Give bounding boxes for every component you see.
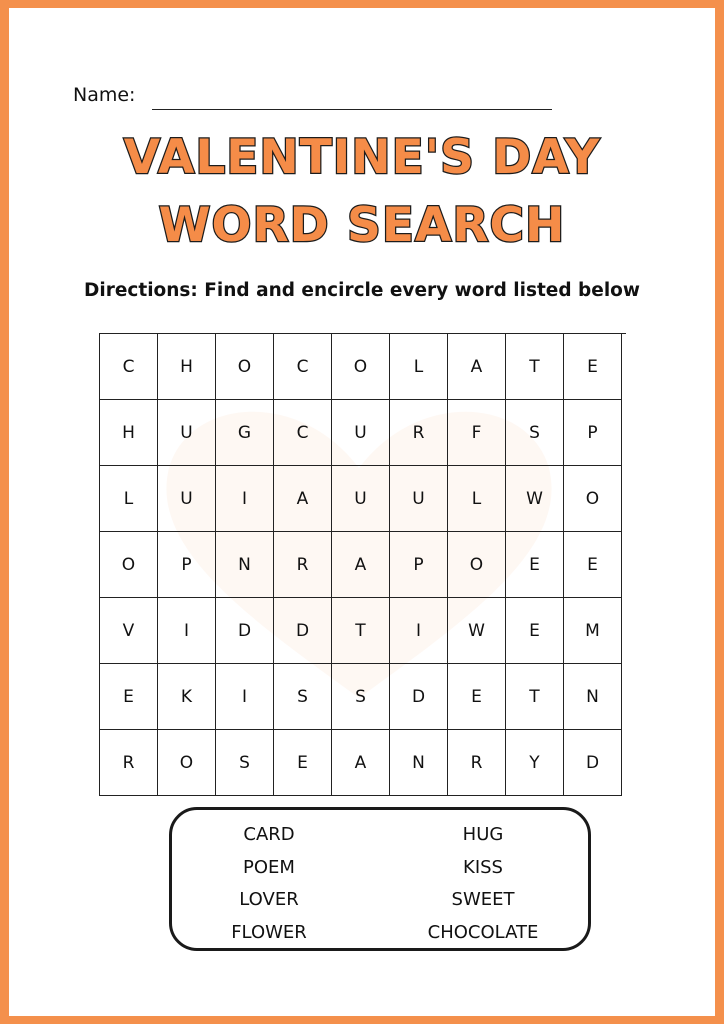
word-list-item: CARD xyxy=(243,824,295,845)
grid-cell[interactable]: N xyxy=(564,664,622,730)
grid-cell[interactable]: L xyxy=(100,466,158,532)
grid-cell[interactable]: O xyxy=(216,334,274,400)
grid-cell[interactable]: W xyxy=(448,598,506,664)
grid-cell[interactable]: E xyxy=(100,664,158,730)
name-label: Name: xyxy=(73,84,136,106)
grid-cell[interactable]: H xyxy=(158,334,216,400)
name-field xyxy=(73,78,563,108)
letter-grid xyxy=(99,333,626,796)
grid-cell[interactable]: R xyxy=(390,400,448,466)
grid-cell[interactable]: H xyxy=(100,400,158,466)
grid-cell[interactable]: S xyxy=(274,664,332,730)
grid-cell[interactable]: K xyxy=(158,664,216,730)
grid-cell[interactable]: C xyxy=(274,334,332,400)
grid-cell[interactable]: M xyxy=(564,598,622,664)
grid-cell[interactable]: L xyxy=(448,466,506,532)
grid-cell[interactable]: D xyxy=(274,598,332,664)
grid-cell[interactable]: P xyxy=(158,532,216,598)
grid-cell[interactable]: T xyxy=(506,664,564,730)
title-line-2: WORD SEARCH xyxy=(158,198,566,253)
grid-cell[interactable]: O xyxy=(332,334,390,400)
word-list-item: HUG xyxy=(462,824,504,845)
grid-cell[interactable]: I xyxy=(158,598,216,664)
grid-cell[interactable]: O xyxy=(564,466,622,532)
title-line-1: VALENTINE'S DAY xyxy=(123,130,601,185)
grid-cell[interactable]: I xyxy=(216,466,274,532)
grid-cell[interactable]: D xyxy=(564,730,622,796)
word-list-item: FLOWER xyxy=(231,921,307,943)
grid-cell[interactable]: I xyxy=(216,664,274,730)
grid-cell[interactable]: R xyxy=(100,730,158,796)
grid-cell[interactable]: E xyxy=(506,598,564,664)
grid-cell[interactable]: S xyxy=(216,730,274,796)
grid-cell[interactable]: G xyxy=(216,400,274,466)
grid-cell[interactable]: O xyxy=(448,532,506,598)
worksheet-page xyxy=(9,8,715,1016)
grid-cell[interactable]: U xyxy=(332,400,390,466)
grid-cell[interactable]: E xyxy=(448,664,506,730)
grid-cell[interactable]: N xyxy=(216,532,274,598)
grid-cell[interactable]: C xyxy=(274,400,332,466)
grid-cell[interactable]: A xyxy=(332,532,390,598)
grid-cell[interactable]: Y xyxy=(506,730,564,796)
grid-cell[interactable]: C xyxy=(100,334,158,400)
word-list-item: CHOCOLATE xyxy=(427,921,539,943)
grid-cell[interactable]: R xyxy=(448,730,506,796)
grid-cell[interactable]: W xyxy=(506,466,564,532)
grid-cell[interactable]: F xyxy=(448,400,506,466)
grid-cell[interactable]: E xyxy=(506,532,564,598)
grid-cell[interactable]: P xyxy=(390,532,448,598)
grid-cell[interactable]: U xyxy=(158,400,216,466)
word-list-item: LOVER xyxy=(239,889,299,910)
grid-cell[interactable]: V xyxy=(100,598,158,664)
grid-cell[interactable]: A xyxy=(332,730,390,796)
grid-cell[interactable]: U xyxy=(158,466,216,532)
word-list-left-column xyxy=(174,819,364,949)
grid-cell[interactable]: O xyxy=(158,730,216,796)
grid-cell[interactable]: E xyxy=(564,532,622,598)
grid-cell[interactable]: E xyxy=(564,334,622,400)
word-list-right-column xyxy=(388,819,578,949)
grid-cell[interactable]: O xyxy=(100,532,158,598)
grid-cell[interactable]: S xyxy=(506,400,564,466)
grid-cell[interactable]: D xyxy=(390,664,448,730)
directions-text: Directions: Find and encircle every word listed below xyxy=(84,280,640,301)
word-list xyxy=(169,807,591,951)
grid-cell[interactable]: I xyxy=(390,598,448,664)
grid-cell[interactable]: S xyxy=(332,664,390,730)
grid-cell[interactable]: T xyxy=(506,334,564,400)
word-list-item: KISS xyxy=(463,856,503,878)
grid-cell[interactable]: A xyxy=(448,334,506,400)
grid-cell[interactable]: U xyxy=(390,466,448,532)
grid-cell[interactable]: A xyxy=(274,466,332,532)
word-list-item: POEM xyxy=(243,856,295,878)
grid-cell[interactable]: D xyxy=(216,598,274,664)
grid-cell[interactable]: N xyxy=(390,730,448,796)
grid-cell[interactable]: E xyxy=(274,730,332,796)
grid-cell[interactable]: R xyxy=(274,532,332,598)
grid-cell[interactable]: U xyxy=(332,466,390,532)
grid-cell[interactable]: P xyxy=(564,400,622,466)
grid-cell[interactable]: T xyxy=(332,598,390,664)
name-line[interactable] xyxy=(152,109,552,110)
word-list-item: SWEET xyxy=(451,889,515,910)
grid-cell[interactable]: L xyxy=(390,334,448,400)
